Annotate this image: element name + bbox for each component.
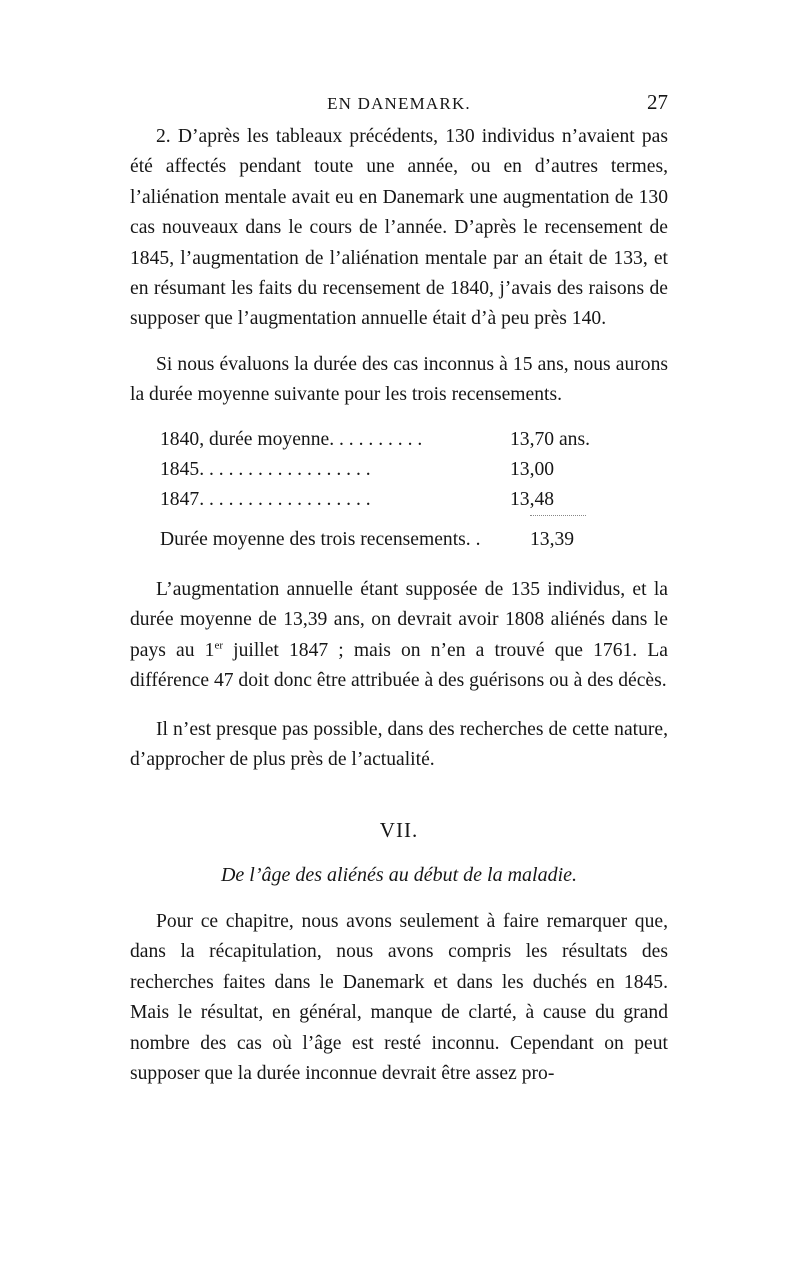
row-value: 13,70 ans. <box>510 429 591 450</box>
running-head: EN DANEMARK. <box>327 94 471 113</box>
paragraph-actualite: Il n’est presque pas possible, dans des recherches de cette nature, d’approcher de plus près de l’actualité. <box>130 719 668 771</box>
ordinal-superscript: er <box>214 639 224 652</box>
row-value: 13,48 <box>510 489 555 510</box>
section-number: VII. <box>379 818 419 842</box>
sum-rule <box>530 515 586 516</box>
row-label: 1840, durée moyenne. . . . . . . . . . <box>160 429 423 450</box>
page-number: 27 <box>647 90 668 114</box>
table-row <box>160 455 630 485</box>
table-row <box>160 425 630 455</box>
page-header <box>130 92 668 120</box>
paragraph-augmentation: 2. D’après les tableaux précédents, 130 individus n’avaient pas été affectés pendant toute une année, ou en d’autres termes, l’aliénation mentale avait eu en Danemark une augmentation de 130 cas nouveaux dans le cours de l’année. D’après le recensement de 1845, l’augmentation de l’aliénation mentale par an était de 133, et en résumant les faits du recensement de 1840, j’avais des raisons de supposer que l’augmentation annuelle était d’à peu près 140. <box>130 126 668 330</box>
table-total-row <box>160 525 574 555</box>
paragraph-augmentation-annuelle <box>130 575 668 697</box>
paragraph-age-debut: Pour ce chapitre, nous avons seulement à faire remarquer que, dans la récapitulation, nous avons compris les résultats des recherches faites dans le Danemark et dans les duchés en 1845. Mais le résultat, en général, manque de clarté, à cause du grand nombre des cas où l’âge est resté inconnu. Cependant on peut supposer que la durée inconnue devrait être assez pro- <box>130 911 668 1085</box>
section-title: De l’âge des aliénés au début de la maladie. <box>220 864 578 886</box>
table-row <box>160 485 630 515</box>
row-value: 13,00 <box>510 459 555 480</box>
duration-table <box>160 425 630 515</box>
para3-text-end: juillet 1847 ; mais on n’en a trouvé que 1761. La différence 47 doit donc être attribuée à des guérisons ou à des décès. <box>130 639 668 692</box>
paragraph-duree-inconnue: Si nous évaluons la durée des cas inconnus à 15 ans, nous aurons la durée moyenne suivante pour les trois recensements. <box>130 354 668 406</box>
para3-text-start: L’augmentation annuelle étant supposée de 135 individus, et la durée moyenne de 13,39 ans, on devrait avoir 1808 aliénés dans le pays au 1 <box>130 579 668 661</box>
row-label: 1845. . . . . . . . . . . . . . . . . . <box>160 459 371 480</box>
total-value: 13,39 <box>530 529 575 550</box>
total-label: Durée moyenne des trois recensements. . <box>160 529 481 550</box>
row-label: 1847. . . . . . . . . . . . . . . . . . <box>160 489 371 510</box>
